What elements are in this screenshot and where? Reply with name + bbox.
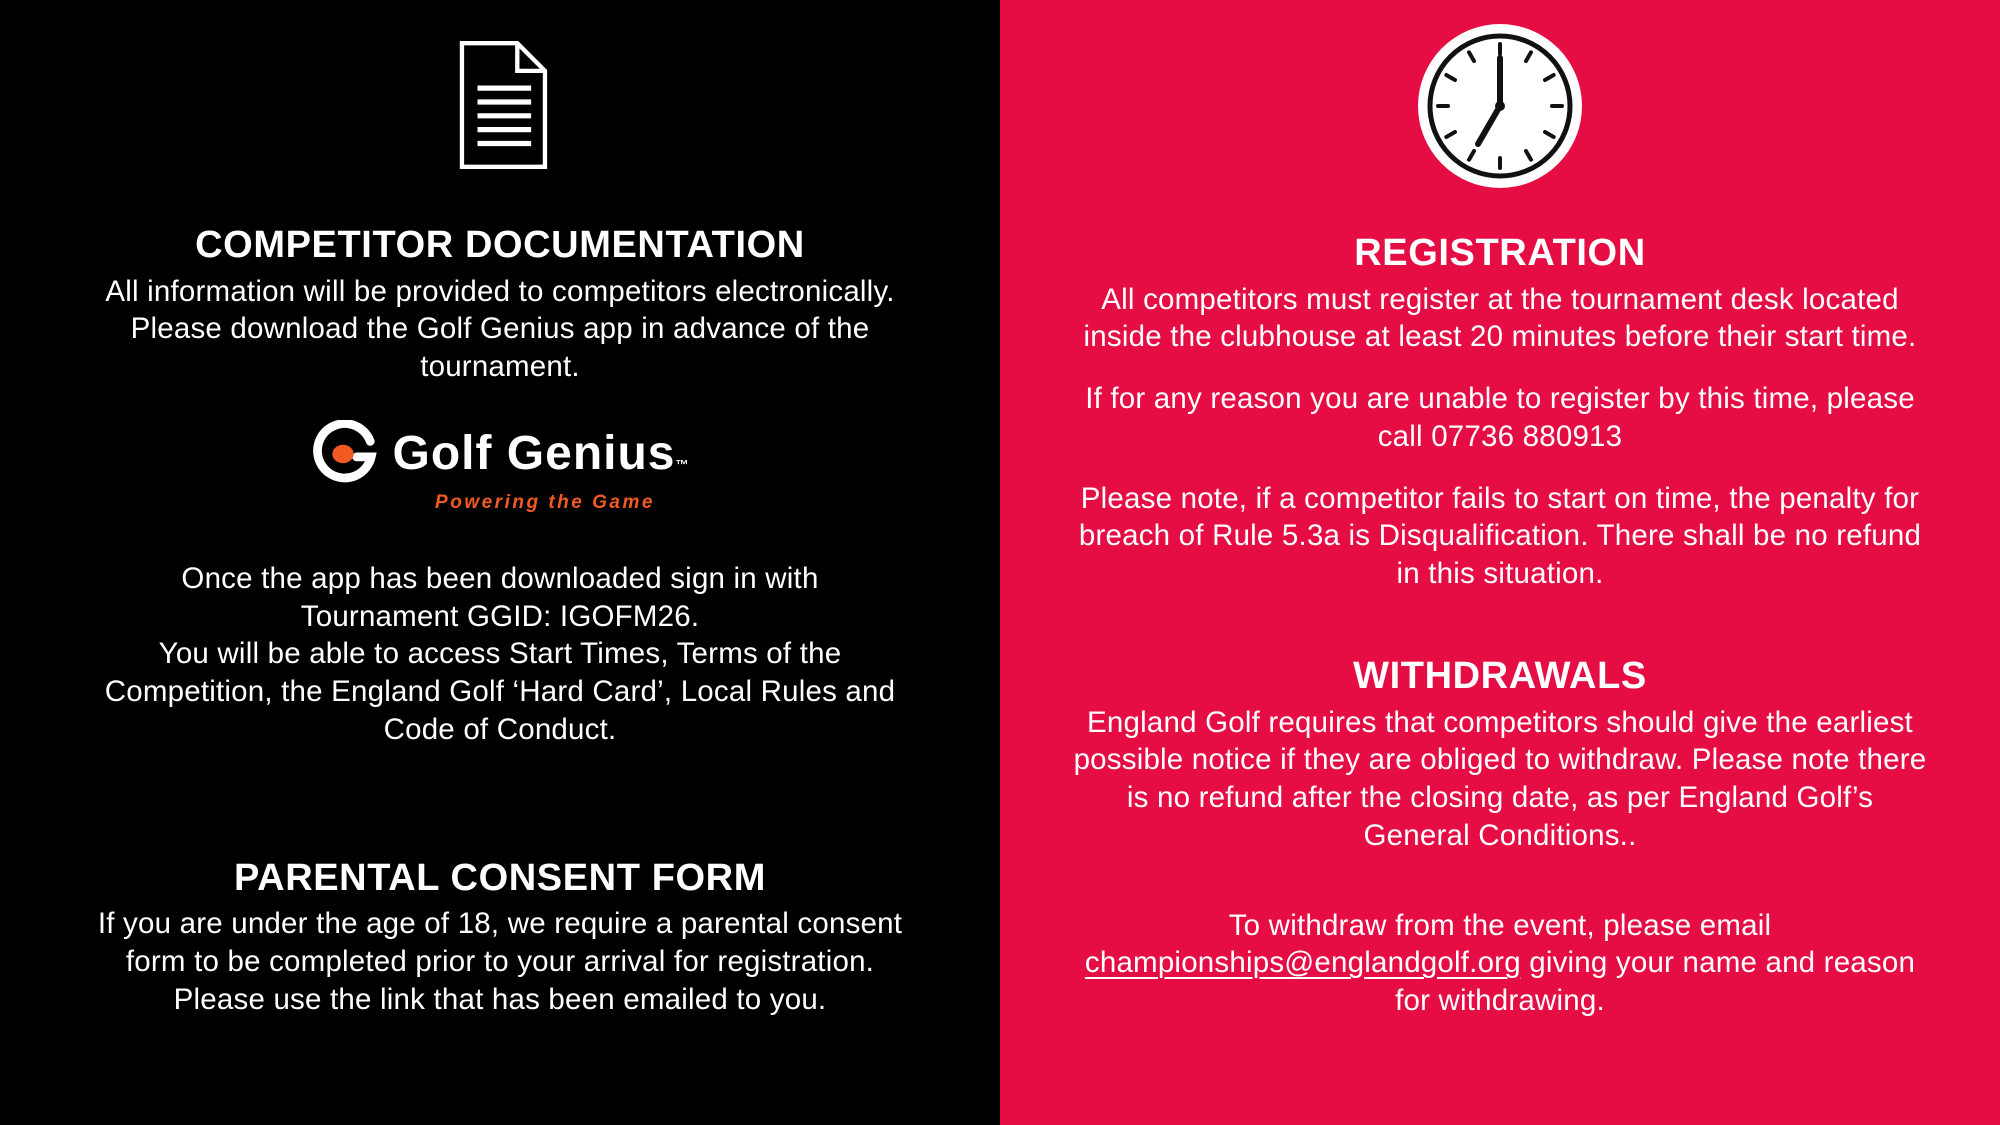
golf-genius-tagline: Powering the Game xyxy=(435,491,655,513)
parental-consent-heading: PARENTAL CONSENT FORM xyxy=(234,856,766,899)
golf-genius-logo xyxy=(310,420,689,514)
golf-genius-wordmark xyxy=(392,426,689,481)
registration-panel xyxy=(1000,0,2000,1125)
withdraw-text-pre: To withdraw from the event, please email xyxy=(1228,908,1772,942)
app-signin-instructions xyxy=(78,560,922,749)
withdrawals-text: England Golf requires that competitors should give the earliest possible notice if they are obliged to withdraw. Please note there is no refund after the closing date, as per England Golf’s General Conditions.. xyxy=(1073,705,1927,852)
late-start-penalty-text: Please note, if a competitor fails to start on time, the penalty for breach of Rule 5.3a is Disqualification. There shall be no refund in this situation. xyxy=(1078,481,1922,591)
signin-details: You will be able to access Start Times, Terms of the Competition, the England Golf ‘Hard Card’, Local Rules and Code of Conduct. xyxy=(104,637,896,746)
withdrawal-instructions xyxy=(1072,907,1928,1020)
clock-icon xyxy=(1414,20,1586,192)
signin-line-2: Tournament GGID: IGOFM26. xyxy=(300,599,700,633)
late-registration-text: If for any reason you are unable to register by this time, please call 07736 880913 xyxy=(1085,382,1915,453)
parental-consent-text: If you are under the age of 18, we require a parental consent form to be completed prior to your arrival for registration. Please use the link that has been emailed to you. xyxy=(97,907,903,1016)
registration-text: All competitors must register at the tournament desk located inside the clubhouse at least 20 minutes before their start time. xyxy=(1083,282,1917,354)
signin-line-1: Once the app has been downloaded sign in with xyxy=(181,561,819,595)
withdrawals-heading: WITHDRAWALS xyxy=(1353,654,1647,697)
registration-heading: REGISTRATION xyxy=(1354,232,1646,274)
withdraw-text-post: giving your name and reason for withdrawing. xyxy=(1395,946,1916,1018)
competitor-documentation-text: All information will be provided to competitors electronically. Please download the Golf Genius app in advance of the tournament. xyxy=(105,274,895,384)
competitor-documentation-heading: COMPETITOR DOCUMENTATION xyxy=(195,224,805,266)
document-icon xyxy=(448,38,552,172)
golf-genius-wordmark-text: Golf Genius xyxy=(392,427,676,481)
withdraw-email-link[interactable]: championships@englandgolf.org xyxy=(1084,946,1521,980)
golf-genius-g-icon xyxy=(310,420,378,488)
trademark-symbol: ™ xyxy=(675,457,690,473)
